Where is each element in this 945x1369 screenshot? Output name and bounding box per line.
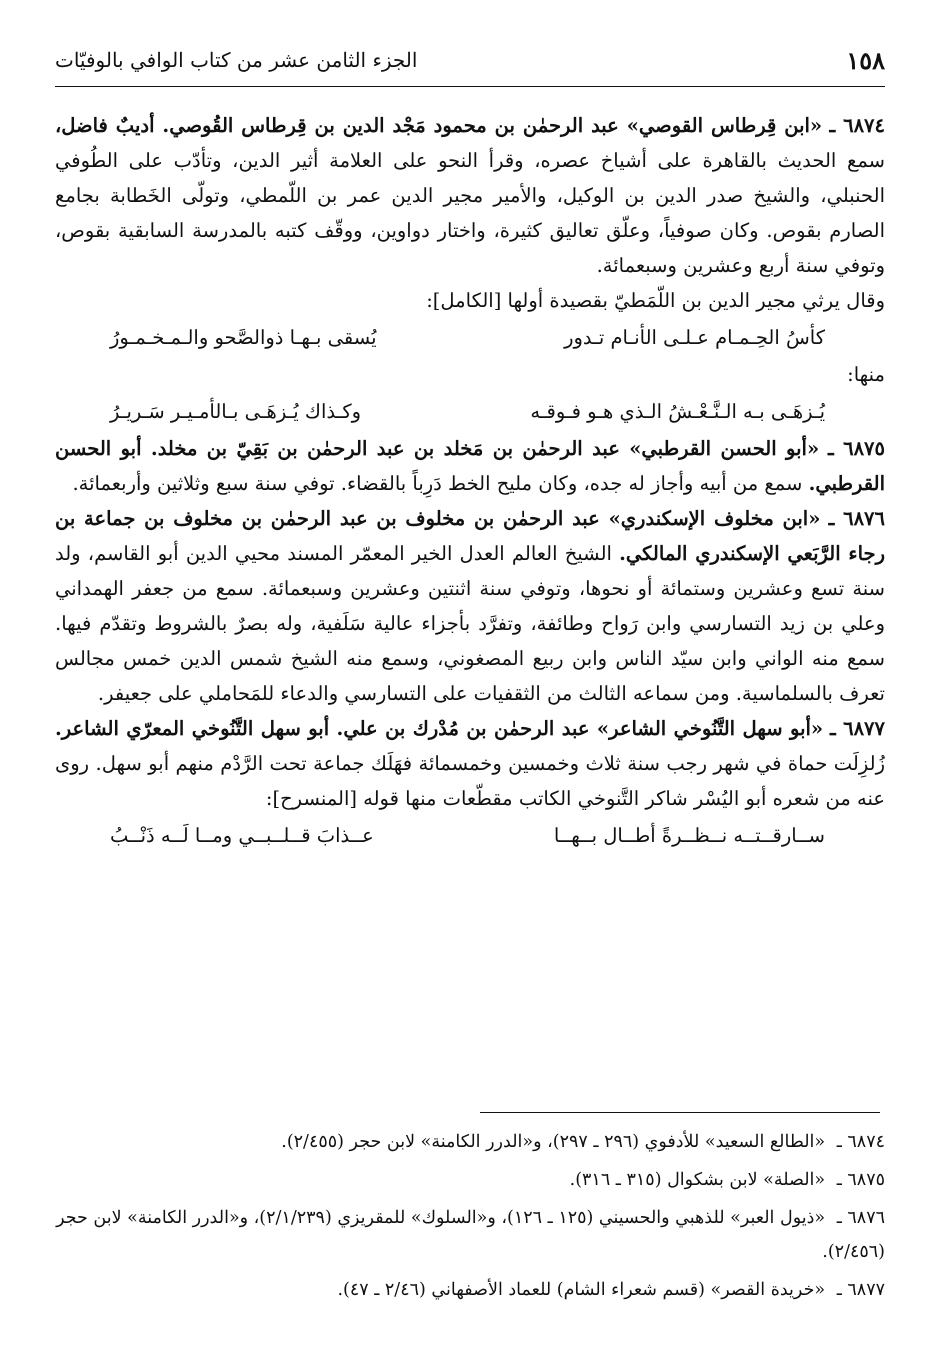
verse-second-hemistich: يُسقى بـهـا ذوالصَّحو والـمـخـمـورُ <box>110 326 377 349</box>
footnote-number: ٦٨٧٦ ـ <box>836 1208 885 1228</box>
entry-6876 <box>55 501 885 711</box>
entry-6877 <box>55 711 885 816</box>
page-header <box>55 42 885 78</box>
entry-text: الشيخ العالم العدل الخير المعمّر المسند محيي الدين أبو القاسم، ولد سنة تسع وعشرين وستمائة أو نحوها، وتوفي سنة اثنتين وعشرين وسبعمائة. سمع من جعفر الهمداني وعلي بن زيد التسارسي وابن رَواح وطائفة، وتفرَّد بأجزاء عالية سَلَفية، وله بصرٌ بالشروط وتقدّم فيها. سمع منه الواني وابن سيّد الناس وابن ربيع المصغوني، وسمع منه الشيخ شمس الدين خمس مجالس تعرف بالسلماسية. ومن سماعه الثالث من الثقفيات على التسارسي والدعاء للمَحاملي على جعيفر. <box>55 542 885 705</box>
footnote-number: ٦٨٧٤ ـ <box>836 1132 885 1152</box>
entry-text: سمع من أبيه وأجاز له جده، وكان مليح الخط دَرِباً بالقضاء. توفي سنة سبع وثلاثين وأربعمائة. <box>72 472 803 495</box>
entry-text: زُلزِلَت حماة في شهر رجب سنة ثلاث وخمسين وخمسمائة فهَلَك جماعة تحت الرَّدْم منهم أبو سهل. روى عنه من شعره أبو اليُسْر شاكر التَّنوخي الكاتب مقطّعات منها قوله [المنسرح]: <box>55 752 885 810</box>
running-head: الجزء الثامن عشر من كتاب الوافي بالوفيّات <box>55 48 418 72</box>
footnote-text: «الطالع السعيد» للأدفوي (٢٩٦ ـ ٢٩٧)، و«الدرر الكامنة» لابن حجر (٢/٤٥٥). <box>281 1132 826 1152</box>
footnote <box>55 1125 885 1159</box>
footnote-text: «خريدة القصر» (قسم شعراء الشام) للعماد الأصفهاني (٢/٤٦ ـ ٤٧). <box>337 1280 826 1300</box>
entry-number: ٦٨٧٦ ـ <box>828 507 885 530</box>
footnote-number: ٦٨٧٧ ـ <box>836 1280 885 1300</box>
poem-intro: وقال يرثي مجير الدين بن اللّمَطيّ بقصيدة أولها [الكامل]: <box>426 289 885 312</box>
header-rule <box>55 86 885 87</box>
entry-6874 <box>55 108 885 318</box>
poem-verse <box>55 320 885 355</box>
footnote <box>55 1201 885 1269</box>
entry-heading: «أبو سهل التَّنُوخي الشاعر» عبد الرحمٰن بن مُدْرك بن علي. أبو سهل التَّنُوخي المعرّي الشاعر. <box>55 717 824 740</box>
main-text <box>55 108 885 855</box>
entry-heading: «ابن مخلوف الإسكندري» عبد الرحمٰن بن مخلوف بن عبد الرحمٰن بن مخلوف بن جماعة بن رجاء الرَّبَعي الإسكندري المالكي. <box>55 507 885 565</box>
entry-heading: «ابن قِرطاس القوصي» عبد الرحمٰن بن محمود مَجْد الدين بن قِرطاس القُوصي. أديبٌ فاضل، <box>55 114 823 137</box>
poem-verse <box>55 818 885 853</box>
entry-number: ٦٨٧٥ ـ <box>827 437 885 460</box>
footnote <box>55 1163 885 1197</box>
entry-text: سمع الحديث بالقاهرة على أشياخ عصره، وقرأ النحو على العلامة أثير الدين، وتأدّب على الطُوفي الحنبلي، والشيخ صدر الدين بن الوكيل، والأمير مجير الدين عمر بن اللّمطي، وتولّى الخَطابة بجامع الصارم بقوص. وكان صوفياً، وعلّق تعاليق كثيرة، واختار دواوين، ووقّف كتبه بالمدرسة السابقية بقوص، وتوفي سنة أربع وعشرين وسبعمائة. <box>55 149 885 277</box>
verse-first-hemistich: يُـزهَـى بـه الـنَّـعْـشُ الـذي هـو فـوقـه <box>530 400 825 423</box>
footnote-text: «ذيول العبر» للذهبي والحسيني (١٢٥ ـ ١٢٦)، و«السلوك» للمقريزي (٢/١/٢٣٩)، و«الدرر الكامنة» لابن حجر (٢/٤٥٦). <box>56 1208 885 1262</box>
verse-second-hemistich: عــذابَ قــلــبــي ومــا لَــه ذَنْــبُ <box>110 824 374 847</box>
verse-second-hemistich: وكـذاك يُـزهَـى بـالأمـيـر سَـريـرُ <box>110 400 362 423</box>
poem-excerpt-label: منها: <box>847 363 885 386</box>
entry-heading: «أبو الحسن القرطبي» عبد الرحمٰن بن مَخلد بن عبد الرحمٰن بن بَقِيّ بن مخلد. أبو الحسن القرطبي. <box>55 437 885 495</box>
footnote-number: ٦٨٧٥ ـ <box>836 1170 885 1190</box>
verse-first-hemistich: ســارقــتــه نــظــرةً أطــال بــهــا <box>553 824 825 847</box>
verse-first-hemistich: كأسُ الحِـمـام عـلـى الأنـام تـدور <box>564 326 825 349</box>
footnote <box>55 1273 885 1307</box>
entry-6875 <box>55 431 885 501</box>
poem-verse <box>55 394 885 429</box>
footnote-rule <box>480 1112 880 1113</box>
entry-number: ٦٨٧٤ ـ <box>829 114 885 137</box>
footnotes <box>55 1125 885 1311</box>
page-number: ١٥٨ <box>846 45 885 75</box>
entry-number: ٦٨٧٧ ـ <box>829 717 885 740</box>
footnote-text: «الصلة» لابن بشكوال (٣١٥ ـ ٣١٦). <box>569 1170 826 1190</box>
